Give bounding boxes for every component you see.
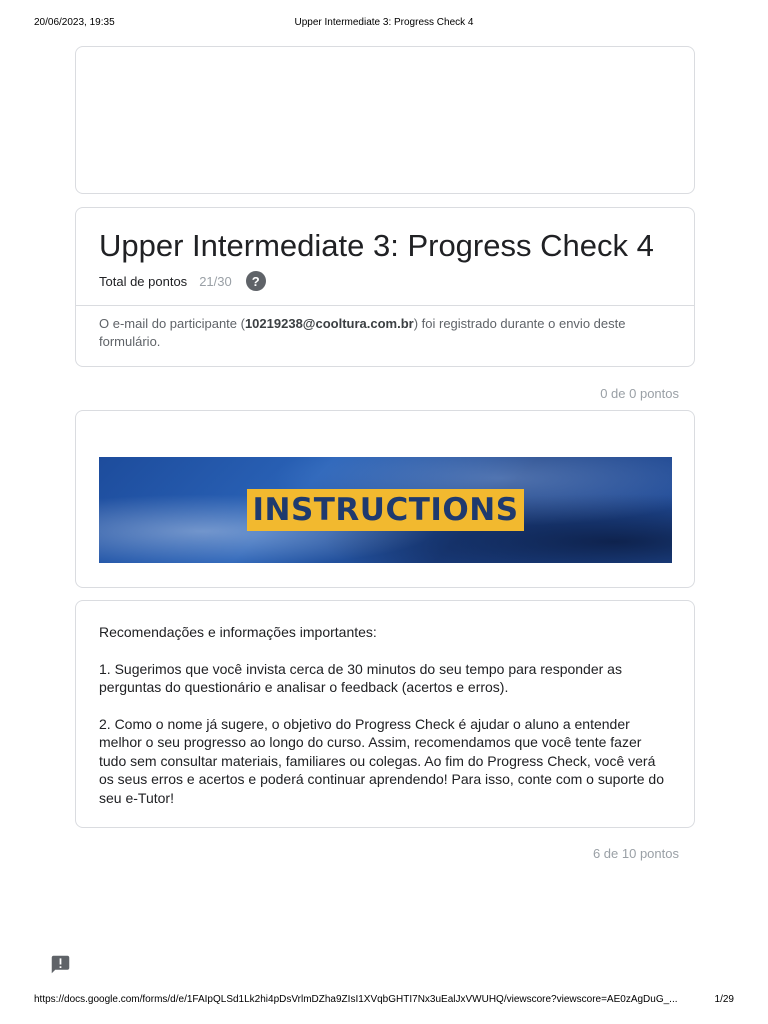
respondent-email-note [99, 315, 672, 351]
question-points: 6 de 10 pontos [592, 846, 679, 861]
recommendation-item-2: 2. Como o nome já sugere, o objetivo do Progress Check é ajudar o aluno a entender melhor o seu progresso ao longo do curso. Assim, recomendamos que você tente fazer tudo sem consultar materiais, familiares ou colegas. Ao fim do Progress Check, você verá os seus erros e acertos e poderá continuar aprendendo! Para isso, conte com o suporte do seu e-Tutor! [99, 715, 665, 806]
print-url: https://docs.google.com/forms/d/e/1FAIpQLSd1Lk2hi4pDsVrlmDZha9ZIsI1XVqbGHTI7Nx3uEalJxVWUHQ/viewscore?viewscore=AE0zAgDuG_... [34, 994, 678, 1005]
total-score-value: 21/30 [199, 273, 232, 289]
print-datetime: 20/06/2023, 19:35 [34, 17, 115, 28]
respondent-email: 10219238@cooltura.com.br [244, 316, 414, 331]
recommendations-card [75, 600, 695, 828]
recommendations-text [99, 623, 672, 825]
print-title: Upper Intermediate 3: Progress Check 4 [294, 17, 474, 28]
section-points: 0 de 0 pontos [600, 386, 679, 401]
total-score-row [99, 270, 266, 292]
print-header [0, 17, 768, 31]
form-header-card [75, 46, 695, 194]
divider [76, 305, 694, 306]
banner-label: INSTRUCTIONS [247, 489, 524, 531]
total-score-label: Total de pontos [99, 273, 188, 289]
form-title-card [75, 207, 695, 367]
email-note-suffix: ) foi registrado durante o envio deste formulário. [99, 316, 626, 349]
form-title: Upper Intermediate 3: Progress Check 4 [99, 228, 654, 263]
help-icon[interactable]: ? [246, 271, 266, 291]
email-note-prefix: O e-mail do participante ( [99, 316, 245, 331]
recommendations-heading: Recomendações e informações importantes: [99, 624, 377, 640]
instructions-image-card [75, 410, 695, 588]
feedback-icon[interactable] [50, 954, 71, 975]
print-footer [34, 994, 734, 1008]
recommendation-item-1: 1. Sugerimos que você invista cerca de 30 minutos do seu tempo para responder as perguntas do questionário e analisar o feedback (acertos e erros). [99, 660, 622, 695]
instructions-banner-image [99, 457, 672, 563]
page-number: 1/29 [714, 994, 734, 1005]
